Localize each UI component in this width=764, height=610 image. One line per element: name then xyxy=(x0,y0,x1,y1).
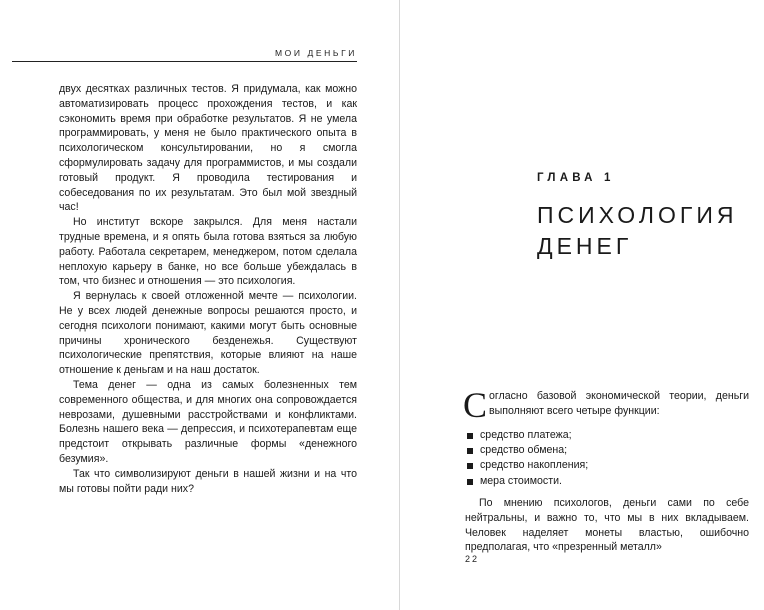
chapter-title-line-2: ДЕНЕГ xyxy=(537,233,633,259)
list-item-text: средство обмена; xyxy=(480,444,568,457)
list-item-text: средство платежа; xyxy=(480,429,572,441)
list-item-text: мера стоимости. xyxy=(480,474,562,487)
intro-paragraph xyxy=(463,385,749,425)
page-number: 22 xyxy=(465,554,480,564)
paragraph-psychologists: По мнению психологов, деньги сами по себе нейтральны, и важно то, что мы в них вкладываем. Человек наделяет монеты властью, ошибочно предполагая, что «презренный металл» xyxy=(465,497,749,554)
paragraph-3: Я вернулась к своей отложенной мечте — психологии. Не у всех людей денежные вопросы решаются просто, и сегодня психологи понимают, какими могут быть основные причины хронического безденежья. Существуют психологические препятствия, которые влияют на наше отношение к деньгам и на наш достаток. xyxy=(59,290,357,377)
intro-text: огласно базовой экономической теории, деньги выполняют всего четыре функции: xyxy=(489,390,749,417)
bullet-square-icon xyxy=(467,433,473,439)
running-head: МОИ ДЕНЬГИ xyxy=(274,48,357,58)
chapter-title-line-1: ПСИХОЛОГИЯ xyxy=(537,202,738,228)
list-item xyxy=(465,428,588,443)
bullet-square-icon xyxy=(467,448,473,454)
chapter-label: ГЛАВА 1 xyxy=(537,172,615,184)
list-item xyxy=(465,443,588,458)
left-body-text xyxy=(59,82,357,496)
header-rule xyxy=(12,61,357,62)
list-item-text: средство накопления; xyxy=(480,459,589,472)
list-item xyxy=(465,458,588,473)
second-paragraph xyxy=(465,496,749,555)
chapter-title xyxy=(537,200,737,262)
bullet-square-icon xyxy=(467,463,473,469)
functions-list xyxy=(465,428,588,489)
paragraph-4: Тема денег — одна из самых болезненных тем современного общества, и для многих она сопровождается неврозами, душевными расстройствами и конфликтами. Болезнь нашего века — депрессия, и психотерапевтам еще предстоит открывать различные формы «денежного безумия». xyxy=(59,378,357,465)
right-page xyxy=(400,0,764,610)
paragraph-5: Так что символизируют деньги в нашей жизни и на что мы готовы пойти ради них? xyxy=(59,467,357,495)
paragraph-1: двух десятках различных тестов. Я придумала, как можно автоматизировать процесс прохождения тестов, и как сэкономить время при обработке результатов. Я не умела программировать, у меня не было практического опыта в психологическом консультировании, но я смогла сформулировать задачу для программистов, и мы создали готовый продукт. Я проводила тестирования и собеседования по их результатам. Это был мой звездный час! xyxy=(59,83,357,214)
drop-cap: С xyxy=(463,385,488,425)
list-item xyxy=(465,474,588,489)
paragraph-2: Но институт вскоре закрылся. Для меня настали трудные времена, и я опять была готова взяться за любую работу. Работала секретарем, менеджером, потом сделала неплохую карьеру в банке, но все больше убеждалась в том, что бизнес и отношения — это психология. xyxy=(59,216,357,288)
bullet-square-icon xyxy=(467,479,473,485)
